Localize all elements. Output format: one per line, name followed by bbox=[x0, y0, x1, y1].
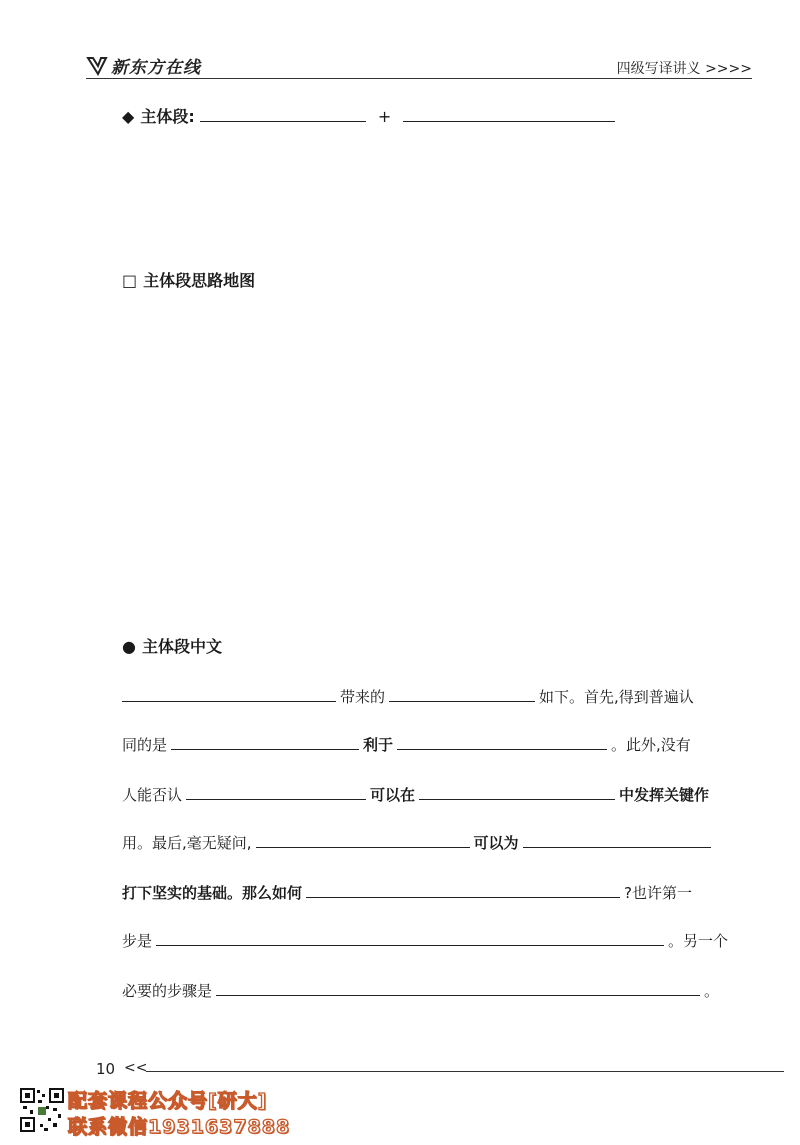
text-fragment: 打下坚实的基础。那么如何 bbox=[122, 884, 303, 902]
text-fragment: 带来的 bbox=[340, 688, 386, 706]
diamond-bullet-icon: ◆ bbox=[122, 107, 135, 126]
section-chinese-text bbox=[122, 634, 222, 657]
text-fragment: 。另一个 bbox=[668, 932, 729, 950]
page-number: 10 bbox=[96, 1060, 116, 1078]
promo-line: 配套课程公众号[研大] bbox=[68, 1090, 268, 1112]
paragraph-line bbox=[122, 734, 691, 756]
header-divider bbox=[86, 78, 752, 79]
footer-chevrons: << bbox=[124, 1060, 148, 1076]
text-fragment: 如下。首先,得到普遍认 bbox=[539, 688, 694, 706]
fill-blank[interactable] bbox=[403, 105, 615, 122]
text-fragment: 可以在 bbox=[370, 786, 416, 804]
text-fragment: 用。最后,毫无疑问, bbox=[122, 834, 252, 852]
paragraph-line bbox=[122, 882, 692, 904]
text-fragment: ?也许第一 bbox=[624, 884, 692, 902]
fill-blank[interactable] bbox=[419, 784, 615, 800]
text-fragment: 同的是 bbox=[122, 736, 168, 754]
text-fragment: 步是 bbox=[122, 932, 153, 950]
fill-blank[interactable] bbox=[200, 105, 366, 122]
text-fragment: 可以为 bbox=[473, 834, 519, 852]
paragraph-line bbox=[122, 686, 694, 708]
paragraph-line bbox=[122, 980, 719, 1002]
fill-blank[interactable] bbox=[156, 930, 664, 946]
header-title: 四级写译讲义 >>>> bbox=[616, 61, 752, 77]
qr-code-icon bbox=[20, 1088, 64, 1132]
text-fragment: 中发挥关键作 bbox=[619, 786, 710, 804]
text-fragment: 利于 bbox=[363, 736, 394, 754]
fill-blank[interactable] bbox=[186, 784, 366, 800]
section-label: 主体段: bbox=[140, 107, 195, 126]
text-fragment: 人能否认 bbox=[122, 786, 183, 804]
section-mind-map bbox=[122, 268, 255, 291]
fill-blank[interactable] bbox=[256, 832, 470, 848]
promo-line: 联系微信1931637888 bbox=[68, 1116, 291, 1138]
paragraph-line bbox=[122, 832, 715, 854]
checkbox-icon: □ bbox=[122, 271, 138, 290]
text-fragment: 必要的步骤是 bbox=[122, 982, 213, 1000]
fill-blank[interactable] bbox=[171, 734, 359, 750]
text-fragment: 。此外,没有 bbox=[611, 736, 691, 754]
text-fragment: 。 bbox=[704, 982, 720, 1000]
fill-blank[interactable] bbox=[216, 980, 700, 996]
footer-divider bbox=[146, 1071, 784, 1072]
section-label: 主体段中文 bbox=[141, 637, 222, 656]
section-main-body bbox=[122, 104, 615, 127]
brand-logo-icon bbox=[86, 54, 108, 76]
fill-blank[interactable] bbox=[389, 686, 535, 702]
paragraph-line bbox=[122, 784, 709, 806]
fill-blank[interactable] bbox=[122, 686, 336, 702]
brand-logo bbox=[86, 52, 201, 78]
brand-logo-text: 新东方在线 bbox=[111, 57, 201, 78]
section-label: 主体段思路地图 bbox=[143, 271, 256, 290]
paragraph-line bbox=[122, 930, 728, 952]
fill-blank[interactable] bbox=[306, 882, 620, 898]
plus-sign: + bbox=[377, 107, 392, 126]
fill-blank[interactable] bbox=[397, 734, 607, 750]
circle-bullet-icon: ● bbox=[122, 637, 136, 656]
fill-blank[interactable] bbox=[523, 832, 711, 848]
